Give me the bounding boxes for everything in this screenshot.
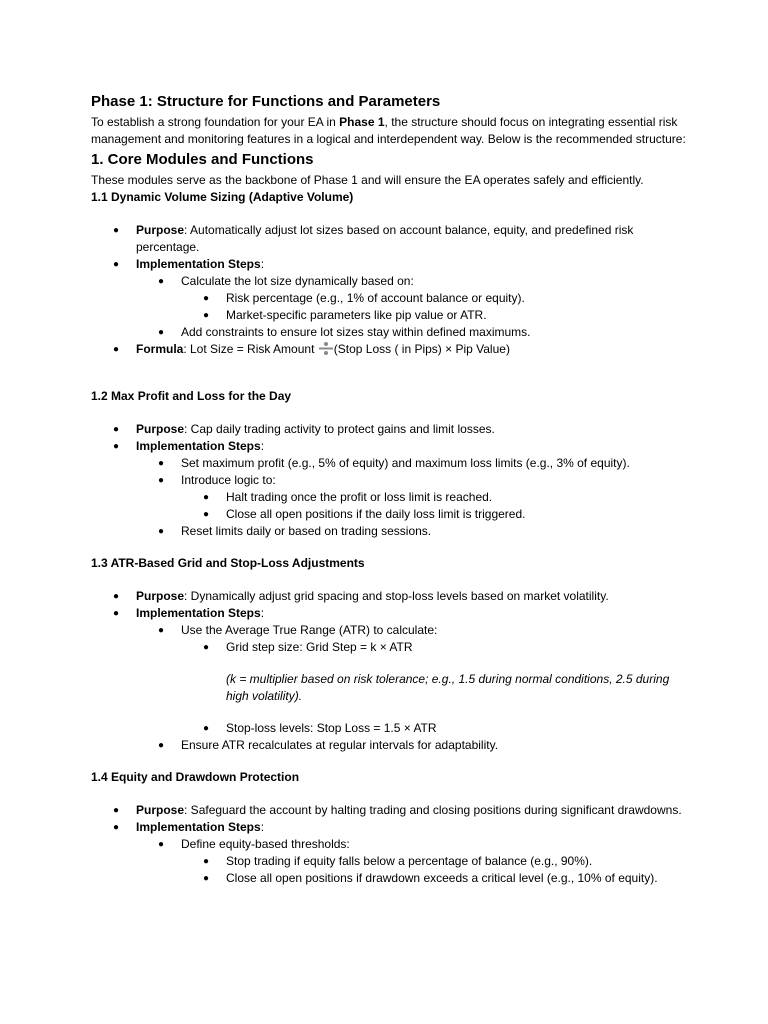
purpose-label: Purpose (136, 589, 185, 603)
substep-text: Close all open positions if drawdown exceeds a critical level (e.g., 10% of equity). (226, 871, 658, 885)
bullet-icon: ● (158, 458, 165, 469)
list-item-step (91, 737, 691, 754)
intro-text-post: , the structure should focus on integrating essential risk management and monitoring features in a logical and interdependent way. Below is the recommended structure: (91, 115, 686, 146)
step-text: Set maximum profit (e.g., 5% of equity) and maximum loss limits (e.g., 3% of equity). (181, 456, 630, 470)
bullet-icon: ● (113, 344, 120, 355)
implementation-label: Implementation Steps (136, 439, 261, 453)
bullet-icon: ● (113, 424, 120, 435)
bullet-icon: ● (158, 276, 165, 287)
intro-paragraph (91, 114, 691, 148)
purpose-label: Purpose (136, 803, 185, 817)
bullet-icon: ● (113, 822, 120, 833)
bullet-icon: ● (203, 723, 210, 734)
list-item-substep (91, 639, 691, 656)
list-item-substep (91, 870, 691, 887)
subsection-1-2-heading: 1.2 Max Profit and Loss for the Day (91, 389, 292, 403)
list-item-step (91, 324, 691, 341)
substep-text: Halt trading once the profit or loss limit is reached. (226, 490, 493, 504)
section-1-heading: 1. Core Modules and Functions (91, 151, 314, 168)
list-item-step (91, 273, 691, 290)
step-text: Ensure ATR recalculates at regular intervals for adaptability. (181, 738, 499, 752)
implementation-label: Implementation Steps (136, 820, 261, 834)
list-item-substep (91, 290, 691, 307)
list-item-implementation: ● Implementation Steps: (113, 820, 265, 834)
purpose-label: Purpose (136, 223, 185, 237)
intro-text-bold: Phase 1 (339, 115, 385, 129)
bullet-icon: ● (113, 225, 120, 236)
bullet-icon: ● (203, 873, 210, 884)
purpose-text: : Dynamically adjust grid spacing and stop-loss levels based on market volatility. (184, 589, 609, 603)
substep-text: Stop-loss levels: Stop Loss = 1.5 × ATR (226, 721, 437, 735)
purpose-label: Purpose (136, 422, 185, 436)
multiplier-note: (k = multiplier based on risk tolerance; e.g., 1.5 during normal conditions, 2.5 during high volatility). (226, 672, 670, 703)
bullet-icon: ● (203, 310, 210, 321)
subsection-1-4-heading: 1.4 Equity and Drawdown Protection (91, 770, 300, 784)
step-text: Calculate the lot size dynamically based on: (181, 274, 414, 288)
list-item-implementation: ● Implementation Steps: (113, 257, 265, 271)
subsection-1-3-heading: 1.3 ATR-Based Grid and Stop-Loss Adjustments (91, 556, 365, 570)
step-text: Use the Average True Range (ATR) to calculate: (181, 623, 438, 637)
list-item-step (91, 836, 691, 853)
page-title: Phase 1: Structure for Functions and Parameters (91, 93, 441, 110)
implementation-label: Implementation Steps (136, 257, 261, 271)
list-item-substep (91, 853, 691, 870)
list-item-substep (91, 720, 691, 737)
bullet-icon: ● (158, 475, 165, 486)
bullet-icon: ● (203, 492, 210, 503)
list-item-implementation: ● Implementation Steps: (113, 439, 265, 453)
bullet-icon: ● (203, 293, 210, 304)
formula-text-post: (Stop Loss ( in Pips) × Pip Value) (333, 342, 510, 356)
subsection-1-4-list (91, 802, 691, 887)
formula-label: Formula (136, 342, 184, 356)
list-item-step (91, 523, 691, 540)
formula-text-pre: : Lot Size = Risk Amount (183, 342, 318, 356)
intro-text-pre: To establish a strong foundation for your EA in (91, 115, 340, 129)
step-text: Introduce logic to: (181, 473, 276, 487)
subsection-1-2-list (91, 421, 691, 540)
bullet-icon: ● (113, 805, 120, 816)
list-item-step (91, 472, 691, 489)
subsection-1-3-list (91, 588, 691, 656)
substep-text: Grid step size: Grid Step = k × ATR (226, 640, 413, 654)
subsection-1-3-list-continued (91, 720, 691, 754)
list-item-purpose (91, 588, 691, 605)
bullet-icon: ● (158, 740, 165, 751)
list-item-purpose (91, 421, 691, 438)
bullet-icon: ● (203, 642, 210, 653)
subsection-1-1-list (91, 222, 691, 358)
division-icon (319, 341, 333, 356)
bullet-icon: ● (113, 591, 120, 602)
purpose-text: : Automatically adjust lot sizes based on account balance, equity, and predefined risk percentage. (136, 223, 634, 254)
list-item-step (91, 622, 691, 639)
substep-text: Market-specific parameters like pip value or ATR. (226, 308, 487, 322)
list-item-substep (91, 506, 691, 523)
bullet-icon: ● (113, 441, 120, 452)
bullet-icon: ● (113, 608, 120, 619)
purpose-text: : Safeguard the account by halting trading and closing positions during significant drawdowns. (184, 803, 682, 817)
step-text: Define equity-based thresholds: (181, 837, 350, 851)
substep-text: Risk percentage (e.g., 1% of account balance or equity). (226, 291, 525, 305)
purpose-text: : Cap daily trading activity to protect gains and limit losses. (184, 422, 495, 436)
list-item-purpose (91, 802, 691, 819)
list-item-step (91, 455, 691, 472)
section-1-description: These modules serve as the backbone of Phase 1 and will ensure the EA operates safely and efficiently. (91, 173, 644, 187)
bullet-icon: ● (203, 509, 210, 520)
bullet-icon: ● (158, 526, 165, 537)
list-item-implementation: ● Implementation Steps: (113, 606, 265, 620)
step-text: Add constraints to ensure lot sizes stay within defined maximums. (181, 325, 531, 339)
bullet-icon: ● (158, 839, 165, 850)
step-text: Reset limits daily or based on trading sessions. (181, 524, 432, 538)
list-item-formula (91, 341, 691, 358)
document-body (91, 92, 691, 887)
substep-text: Close all open positions if the daily loss limit is triggered. (226, 507, 526, 521)
list-item-substep (91, 307, 691, 324)
substep-text: Stop trading if equity falls below a percentage of balance (e.g., 90%). (226, 854, 593, 868)
bullet-icon: ● (158, 327, 165, 338)
bullet-icon: ● (113, 259, 120, 270)
list-item-purpose (91, 222, 691, 256)
bullet-icon: ● (203, 856, 210, 867)
list-item-substep (91, 489, 691, 506)
subsection-1-1-heading: 1.1 Dynamic Volume Sizing (Adaptive Volume) (91, 190, 354, 204)
implementation-label: Implementation Steps (136, 606, 261, 620)
bullet-icon: ● (158, 625, 165, 636)
